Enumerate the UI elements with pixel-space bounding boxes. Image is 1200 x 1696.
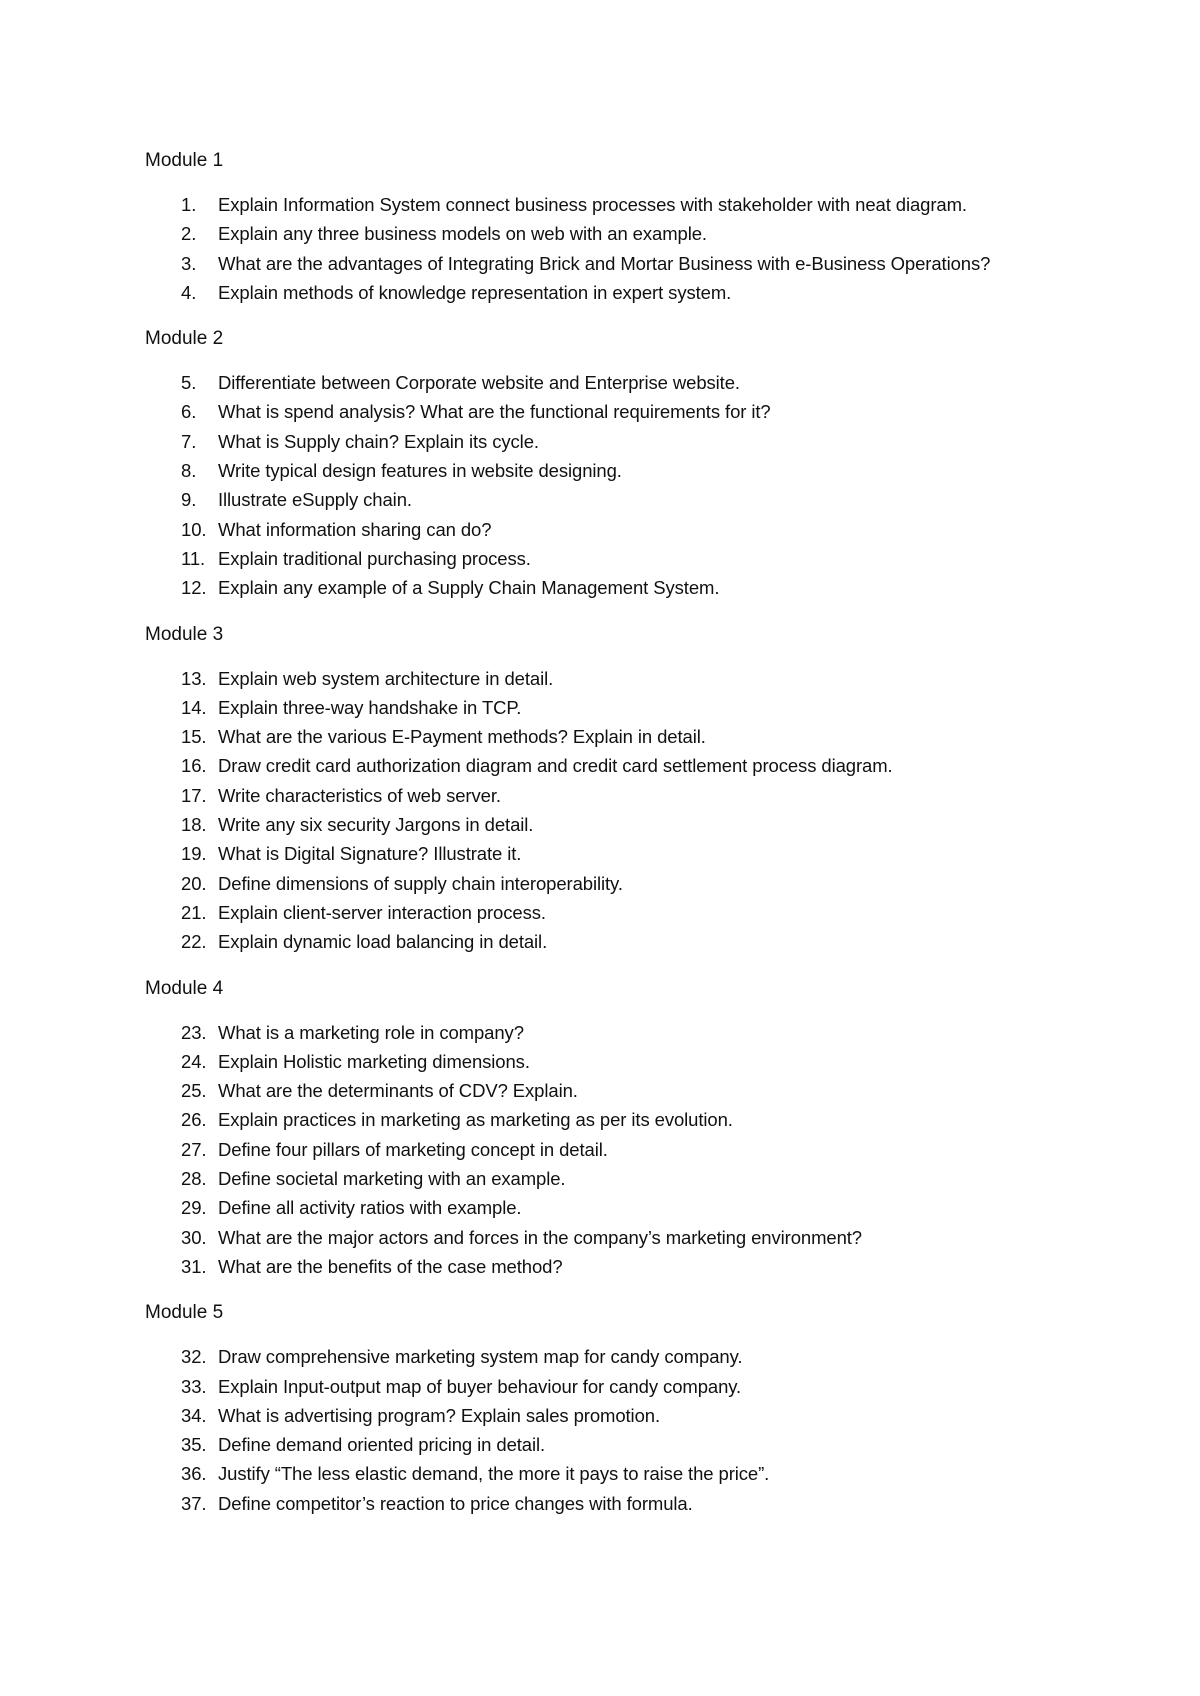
question-text: Define dimensions of supply chain interoperability. bbox=[218, 872, 623, 894]
question-number: 19. bbox=[181, 843, 207, 865]
question-text: Draw credit card authorization diagram and credit card settlement process diagram. bbox=[218, 755, 893, 777]
question-number: 26. bbox=[181, 1109, 207, 1131]
question-item bbox=[145, 1047, 1085, 1076]
question-item bbox=[145, 664, 1085, 693]
question-item bbox=[145, 693, 1085, 722]
question-text: Define all activity ratios with example. bbox=[218, 1197, 522, 1219]
question-text: Explain methods of knowledge representation in expert system. bbox=[218, 281, 732, 303]
question-item bbox=[145, 219, 1085, 248]
question-item bbox=[145, 898, 1085, 927]
question-number: 31. bbox=[181, 1255, 207, 1277]
question-item bbox=[145, 1076, 1085, 1105]
question-number: 34. bbox=[181, 1404, 207, 1426]
question-item bbox=[145, 485, 1085, 514]
question-item bbox=[145, 869, 1085, 898]
question-text: Explain any example of a Supply Chain Management System. bbox=[218, 577, 720, 599]
question-number: 27. bbox=[181, 1138, 207, 1160]
question-number: 6. bbox=[181, 401, 197, 423]
question-number: 8. bbox=[181, 460, 197, 482]
question-bank bbox=[145, 146, 1085, 1535]
question-item bbox=[145, 249, 1085, 278]
question-item bbox=[145, 1401, 1085, 1430]
question-number: 28. bbox=[181, 1168, 207, 1190]
question-item bbox=[145, 1105, 1085, 1134]
question-list bbox=[145, 1018, 1085, 1282]
question-item bbox=[145, 1430, 1085, 1459]
question-item bbox=[145, 722, 1085, 751]
question-item bbox=[145, 1459, 1085, 1488]
question-list bbox=[145, 368, 1085, 602]
question-text: What is spend analysis? What are the functional requirements for it? bbox=[218, 401, 771, 423]
module-section bbox=[145, 146, 1085, 307]
question-text: Explain web system architecture in detail. bbox=[218, 667, 554, 689]
question-text: What are the advantages of Integrating Brick and Mortar Business with e-Business Operations? bbox=[218, 252, 991, 274]
question-text: Illustrate eSupply chain. bbox=[218, 489, 412, 511]
question-number: 32. bbox=[181, 1346, 207, 1368]
question-number: 24. bbox=[181, 1050, 207, 1072]
question-text: Draw comprehensive marketing system map for candy company. bbox=[218, 1346, 743, 1368]
question-number: 17. bbox=[181, 784, 207, 806]
question-number: 23. bbox=[181, 1021, 207, 1043]
question-item bbox=[145, 1252, 1085, 1281]
question-number: 2. bbox=[181, 223, 197, 245]
question-item bbox=[145, 1372, 1085, 1401]
question-number: 22. bbox=[181, 931, 207, 953]
question-number: 5. bbox=[181, 372, 197, 394]
question-item bbox=[145, 1223, 1085, 1252]
question-number: 36. bbox=[181, 1463, 207, 1485]
question-number: 4. bbox=[181, 281, 197, 303]
question-text: Define four pillars of marketing concept in detail. bbox=[218, 1138, 608, 1160]
question-text: Write any six security Jargons in detail. bbox=[218, 814, 534, 836]
question-text: Define demand oriented pricing in detail. bbox=[218, 1434, 546, 1456]
question-item bbox=[145, 190, 1085, 219]
question-number: 1. bbox=[181, 194, 197, 215]
module-section bbox=[145, 324, 1085, 602]
question-text: What is a marketing role in company? bbox=[218, 1021, 524, 1043]
question-text: What is Supply chain? Explain its cycle. bbox=[218, 430, 539, 452]
question-item bbox=[145, 751, 1085, 780]
question-text: Explain Information System connect business processes with stakeholder with neat diagram. bbox=[218, 194, 967, 215]
question-number: 9. bbox=[181, 489, 197, 511]
question-list bbox=[145, 190, 1085, 307]
question-item bbox=[145, 278, 1085, 307]
question-item bbox=[145, 427, 1085, 456]
question-number: 21. bbox=[181, 901, 207, 923]
question-text: Justify “The less elastic demand, the more it pays to raise the price”. bbox=[218, 1463, 770, 1485]
question-item bbox=[145, 1164, 1085, 1193]
module-heading: Module 4 bbox=[145, 977, 224, 999]
module-heading: Module 2 bbox=[145, 328, 224, 350]
module-heading: Module 3 bbox=[145, 623, 224, 645]
question-item bbox=[145, 839, 1085, 868]
module-heading: Module 1 bbox=[145, 150, 224, 171]
question-text: What is advertising program? Explain sales promotion. bbox=[218, 1404, 660, 1426]
question-item bbox=[145, 515, 1085, 544]
question-number: 37. bbox=[181, 1492, 207, 1514]
question-text: Explain client-server interaction process. bbox=[218, 901, 546, 923]
question-text: Explain any three business models on web with an example. bbox=[218, 223, 707, 245]
module-section bbox=[145, 974, 1085, 1282]
question-item bbox=[145, 368, 1085, 397]
question-number: 25. bbox=[181, 1080, 207, 1102]
question-text: What is Digital Signature? Illustrate it. bbox=[218, 843, 522, 865]
question-number: 30. bbox=[181, 1226, 207, 1248]
question-item bbox=[145, 1489, 1085, 1518]
question-text: What are the benefits of the case method? bbox=[218, 1255, 563, 1277]
question-item bbox=[145, 1135, 1085, 1164]
module-section bbox=[145, 620, 1085, 957]
question-number: 18. bbox=[181, 814, 207, 836]
question-number: 15. bbox=[181, 726, 207, 748]
module-heading: Module 5 bbox=[145, 1302, 224, 1324]
question-item bbox=[145, 1018, 1085, 1047]
question-item bbox=[145, 573, 1085, 602]
question-number: 3. bbox=[181, 252, 197, 274]
question-list bbox=[145, 664, 1085, 957]
question-text: What are the various E-Payment methods? Explain in detail. bbox=[218, 726, 706, 748]
question-number: 10. bbox=[181, 518, 207, 540]
question-item bbox=[145, 456, 1085, 485]
question-item bbox=[145, 1193, 1085, 1222]
question-text: Differentiate between Corporate website and Enterprise website. bbox=[218, 372, 740, 394]
question-item bbox=[145, 781, 1085, 810]
question-item bbox=[145, 927, 1085, 956]
question-text: Explain practices in marketing as marketing as per its evolution. bbox=[218, 1109, 733, 1131]
question-number: 29. bbox=[181, 1197, 207, 1219]
question-number: 35. bbox=[181, 1434, 207, 1456]
question-text: Explain traditional purchasing process. bbox=[218, 547, 531, 569]
question-text: Define competitor’s reaction to price changes with formula. bbox=[218, 1492, 693, 1514]
question-number: 33. bbox=[181, 1375, 207, 1397]
question-number: 20. bbox=[181, 872, 207, 894]
question-number: 11. bbox=[181, 547, 206, 569]
question-number: 7. bbox=[181, 430, 197, 452]
question-number: 16. bbox=[181, 755, 207, 777]
module-section bbox=[145, 1298, 1085, 1518]
question-item bbox=[145, 1342, 1085, 1371]
question-item bbox=[145, 810, 1085, 839]
question-text: Write typical design features in website designing. bbox=[218, 460, 622, 482]
question-text: What are the determinants of CDV? Explain. bbox=[218, 1080, 578, 1102]
question-text: What are the major actors and forces in the company’s marketing environment? bbox=[218, 1226, 862, 1248]
question-text: Explain Input-output map of buyer behaviour for candy company. bbox=[218, 1375, 742, 1397]
question-text: Explain three-way handshake in TCP. bbox=[218, 696, 522, 718]
question-text: Explain Holistic marketing dimensions. bbox=[218, 1050, 530, 1072]
question-item bbox=[145, 544, 1085, 573]
question-text: Define societal marketing with an example. bbox=[218, 1168, 566, 1190]
question-number: 13. bbox=[181, 667, 207, 689]
question-number: 14. bbox=[181, 696, 207, 718]
question-text: Write characteristics of web server. bbox=[218, 784, 501, 806]
question-number: 12. bbox=[181, 577, 207, 599]
question-list bbox=[145, 1342, 1085, 1518]
question-text: What information sharing can do? bbox=[218, 518, 492, 540]
question-item bbox=[145, 397, 1085, 426]
question-text: Explain dynamic load balancing in detail. bbox=[218, 931, 548, 953]
